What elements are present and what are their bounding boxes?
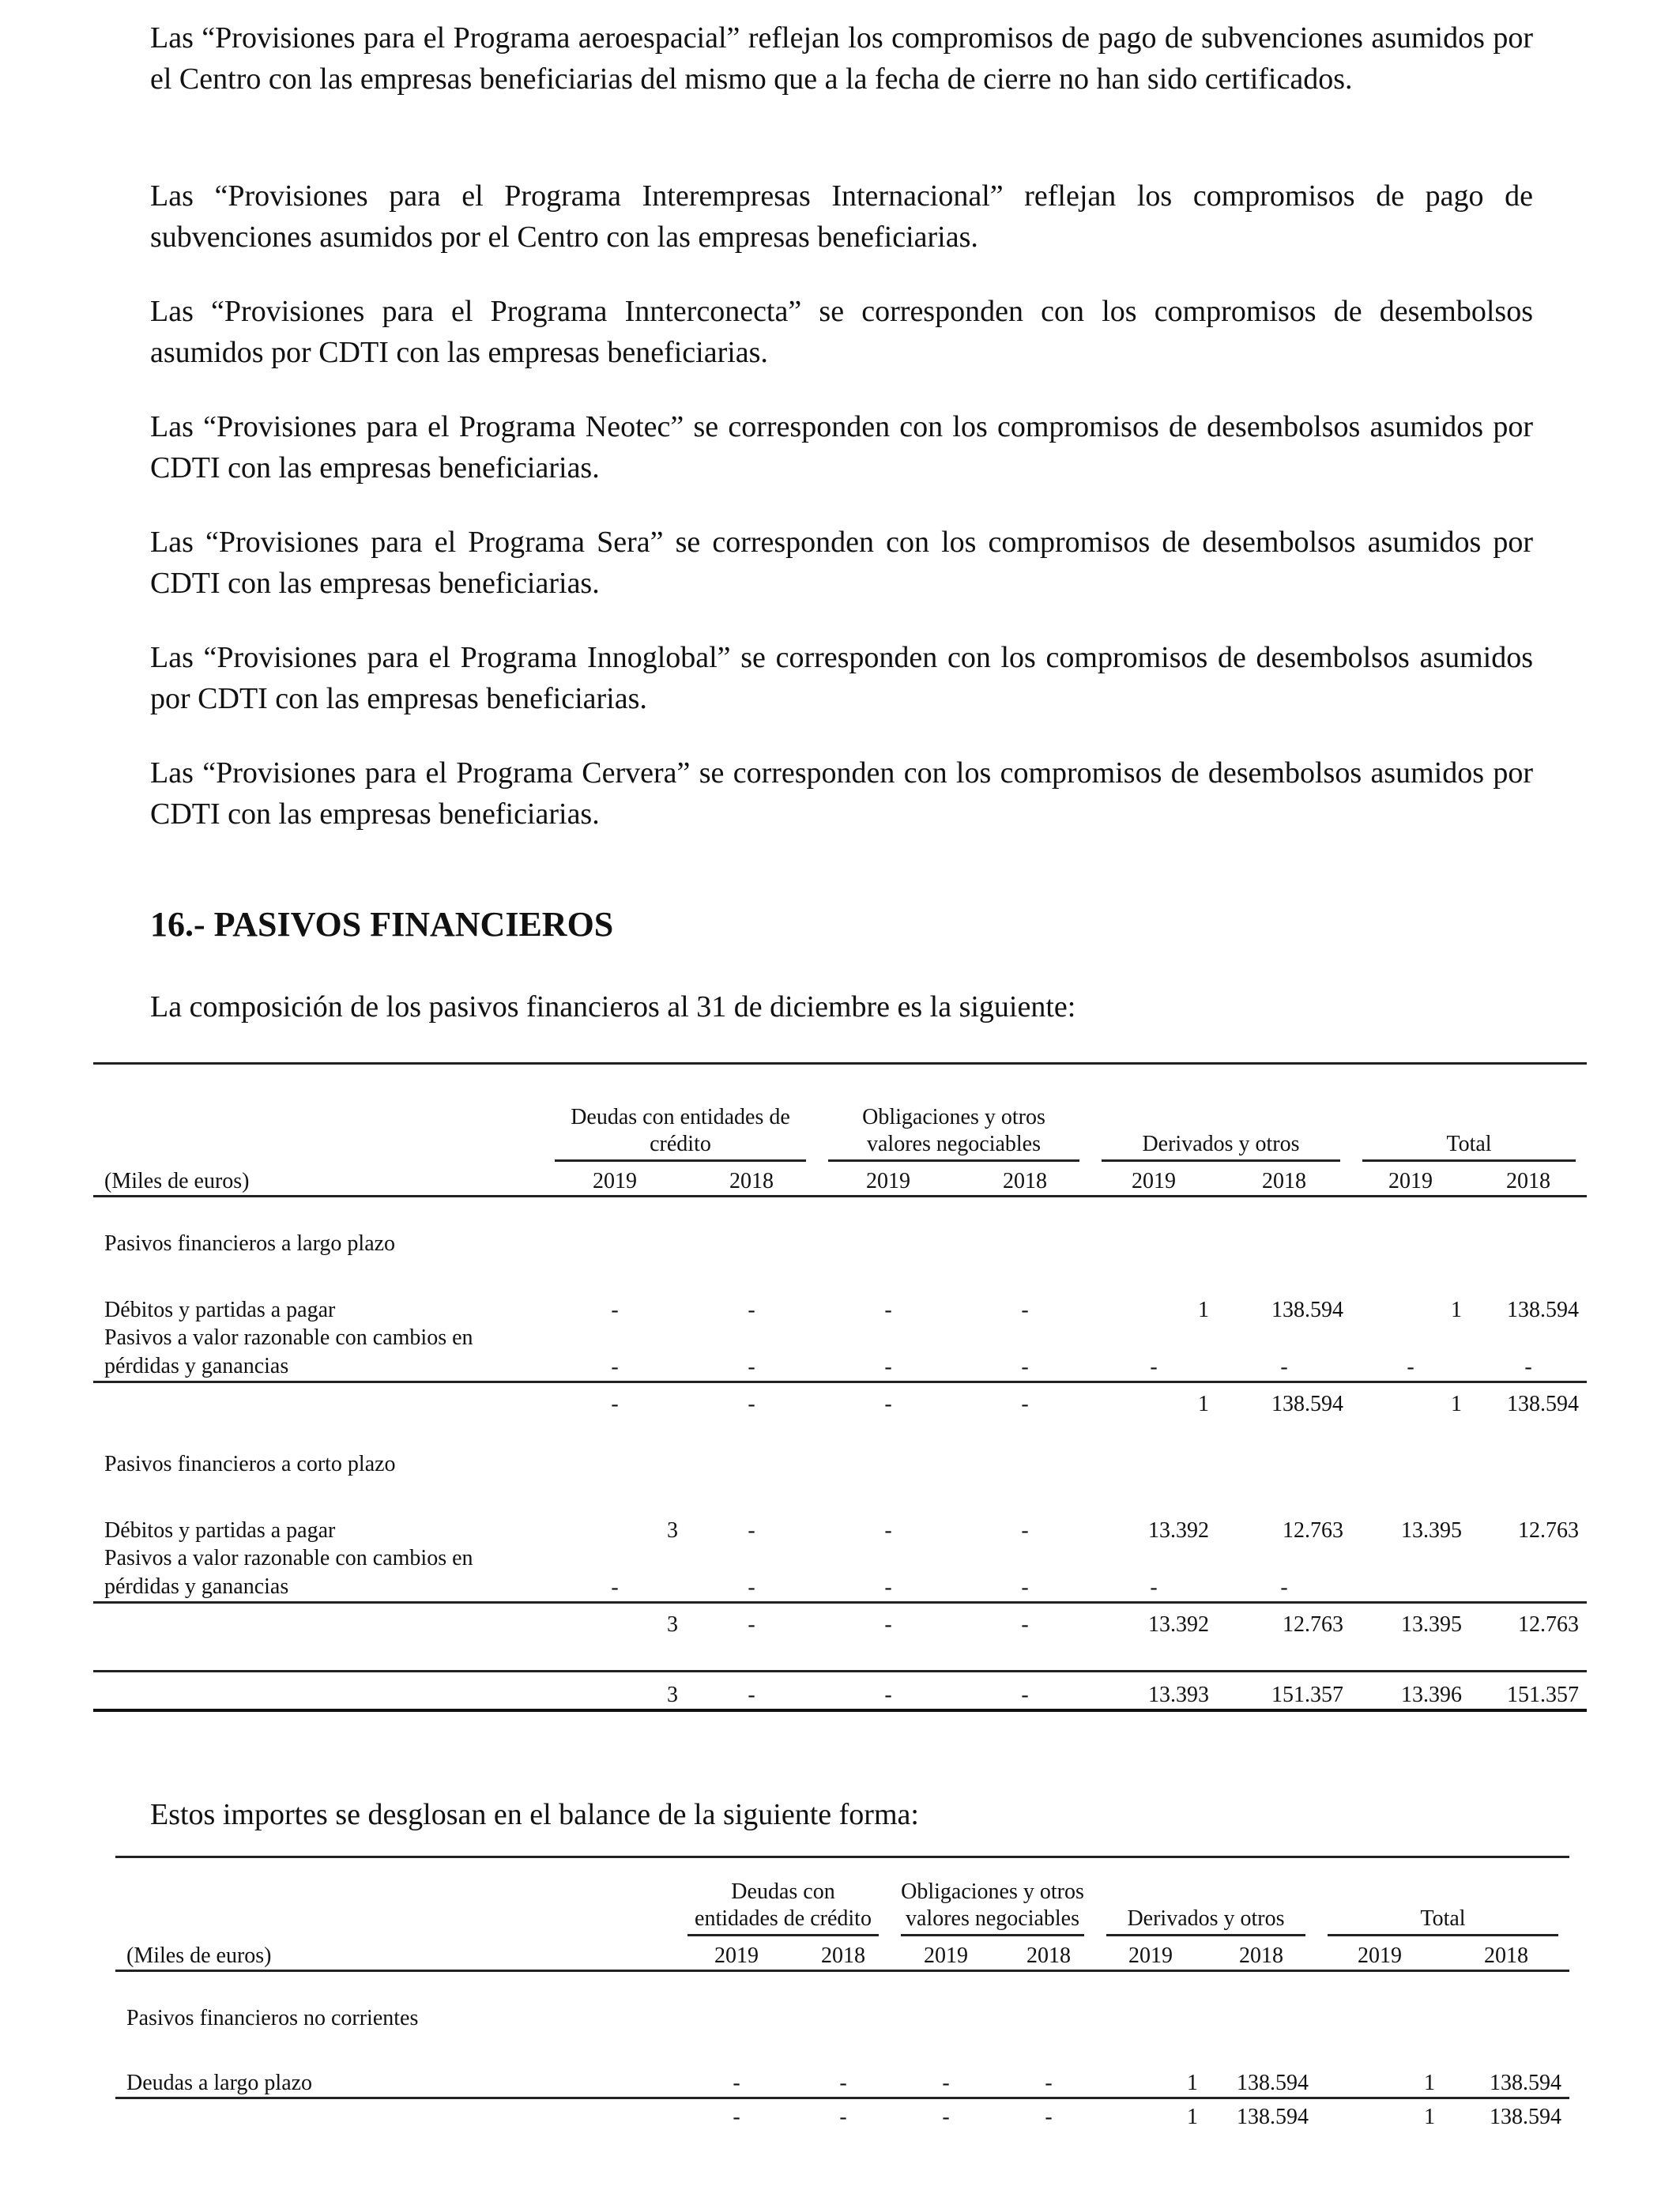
financial-liabilities-table	[93, 1062, 1587, 1712]
year-header: 2018	[1217, 1162, 1351, 1197]
cell: -	[748, 1518, 755, 1543]
group-header: Derivados y otros	[1106, 1906, 1305, 1936]
intro-composition: La composición de los pasivos financieros al 31 de diciembre es la siguiente:	[150, 990, 1076, 1023]
cell: -	[686, 1324, 817, 1382]
cell: -	[959, 1672, 1090, 1711]
cell: 1	[1317, 2065, 1443, 2098]
unit-label: (Miles de euros)	[115, 1936, 676, 1971]
section-label-short-term: Pasivos financieros a corto plazo	[104, 1452, 396, 1476]
balance-breakdown-table	[115, 1856, 1569, 2131]
year-header: 2018	[959, 1162, 1090, 1197]
group-header-row	[93, 1104, 1587, 1162]
cell: 138.594	[1206, 2065, 1317, 2098]
cell: 13.392	[1148, 1612, 1209, 1637]
cell: -	[686, 1544, 817, 1603]
cell: 1	[1198, 1392, 1209, 1416]
total-row	[93, 1672, 1587, 1711]
cell: -	[1021, 1518, 1029, 1543]
year-header: 2019	[817, 1162, 959, 1197]
cell: 1	[1424, 2105, 1435, 2129]
cell: 13.396	[1351, 1672, 1470, 1711]
cell: 138.594	[1490, 2105, 1562, 2129]
cell: -	[1217, 1544, 1351, 1603]
row-label: Débitos y partidas a pagar	[104, 1518, 336, 1543]
group-header: Obligaciones y otros valores negociables	[901, 1879, 1084, 1936]
year-header: 2018	[1002, 1936, 1095, 1971]
cell: 1	[1451, 1298, 1462, 1322]
cell: -	[748, 1392, 755, 1416]
section-label-non-current: Pasivos financieros no corrientes	[126, 2006, 419, 2030]
cell: -	[733, 2105, 740, 2129]
section-title: 16.- PASIVOS FINANCIEROS	[150, 905, 614, 944]
year-header: 2018	[797, 1936, 890, 1971]
cell: -	[797, 2065, 890, 2098]
paragraph-sera: Las “Provisiones para el Programa Sera” se corresponden con los compromisos de desembolsos asumidos por CDTI con las empresas beneficiarias.	[150, 526, 1533, 600]
table-row	[93, 1513, 1587, 1544]
cell: -	[611, 1298, 619, 1322]
cell: -	[1021, 1298, 1029, 1322]
cell: -	[686, 1672, 817, 1711]
year-header: 2018	[1206, 1936, 1317, 1971]
cell: 138.594	[1507, 1298, 1580, 1322]
cell: -	[676, 2065, 797, 2098]
cell: 151.357	[1470, 1672, 1587, 1711]
group-header: Total	[1362, 1131, 1576, 1162]
cell: 12.763	[1518, 1612, 1580, 1637]
group-header: Deudas con entidades de crédito	[555, 1104, 806, 1162]
cell: 138.594	[1507, 1392, 1580, 1416]
row-label: Pasivos a valor razonable con cambios en pérdidas y ganancias	[93, 1324, 544, 1382]
year-header: 2019	[676, 1936, 797, 1971]
paragraph-neotec: Las “Provisiones para el Programa Neotec” se corresponden con los compromisos de desembolsos asumidos por CDTI con las empresas beneficiarias.	[150, 410, 1533, 484]
group-header: Total	[1328, 1906, 1558, 1936]
year-header: 2019	[1351, 1162, 1470, 1197]
cell: -	[1002, 2065, 1095, 2098]
year-header: 2019	[1090, 1162, 1217, 1197]
year-header: 2019	[890, 1936, 1002, 1971]
cell: 13.395	[1401, 1518, 1462, 1543]
row-label: Pasivos a valor razonable con cambios en pérdidas y ganancias	[93, 1544, 544, 1603]
cell: -	[544, 1544, 686, 1603]
cell: -	[1351, 1324, 1470, 1382]
group-header: Obligaciones y otros valores negociables	[828, 1104, 1079, 1162]
cell: -	[817, 1324, 959, 1382]
row-label: Débitos y partidas a pagar	[104, 1298, 336, 1322]
cell: 3	[667, 1518, 678, 1543]
cell: -	[1090, 1544, 1217, 1603]
cell: 12.763	[1518, 1518, 1580, 1543]
cell: 138.594	[1237, 2105, 1309, 2129]
subtotal-row	[115, 2098, 1569, 2132]
year-header-row	[93, 1162, 1587, 1197]
year-header-row	[115, 1936, 1569, 1971]
cell: -	[884, 1518, 892, 1543]
cell: 13.395	[1401, 1612, 1462, 1637]
cell	[1470, 1544, 1587, 1603]
cell: -	[611, 1392, 619, 1416]
table-row	[93, 1292, 1587, 1324]
cell: -	[1470, 1324, 1587, 1382]
table-row	[93, 1324, 1587, 1382]
cell: -	[959, 1324, 1090, 1382]
cell: 1	[1198, 1298, 1209, 1322]
cell	[1351, 1544, 1470, 1603]
year-header: 2019	[1095, 1936, 1206, 1971]
cell: -	[890, 2065, 1002, 2098]
cell: -	[817, 1544, 959, 1603]
cell: 1	[1451, 1392, 1462, 1416]
cell: -	[1021, 1392, 1029, 1416]
unit-label: (Miles de euros)	[93, 1162, 544, 1197]
table-row	[93, 1544, 1587, 1603]
paragraph-innterconecta: Las “Provisiones para el Programa Innterconecta” se corresponden con los compromisos de desembolsos asumidos por CDTI con las empresas beneficiarias.	[150, 295, 1533, 369]
cell: -	[884, 1298, 892, 1322]
group-header: Derivados y otros	[1102, 1131, 1340, 1162]
cell: -	[959, 1544, 1090, 1603]
cell: 138.594	[1271, 1392, 1343, 1416]
subtotal-row	[93, 1382, 1587, 1419]
paragraph-innoglobal: Las “Provisiones para el Programa Innoglobal” se corresponden con los compromisos de desembolsos asumidos por CDTI con las empresas beneficiarias.	[150, 641, 1533, 715]
cell: -	[544, 1324, 686, 1382]
paragraph-aeroespacial: Las “Provisiones para el Programa aeroespacial” reflejan los compromisos de pago de subvenciones asumidos por el Centro con las empresas beneficiarias del mismo que a la fecha de cierre no han sido certificados.	[150, 21, 1533, 96]
cell: 1	[1095, 2065, 1206, 2098]
paragraph-interempresas: Las “Provisiones para el Programa Interempresas Internacional” reflejan los compromisos de pago de subvenciones asumidos por el Centro con las empresas beneficiarias.	[150, 179, 1533, 254]
cell: 13.392	[1148, 1518, 1209, 1543]
cell: 3	[544, 1672, 686, 1711]
cell: 151.357	[1217, 1672, 1351, 1711]
year-header: 2018	[686, 1162, 817, 1197]
cell: 3	[667, 1612, 678, 1637]
year-header: 2018	[1443, 1936, 1569, 1971]
cell: -	[839, 2105, 847, 2129]
cell: 138.594	[1271, 1298, 1343, 1322]
cell: -	[817, 1672, 959, 1711]
year-header: 2019	[1317, 1936, 1443, 1971]
cell: 12.763	[1283, 1612, 1343, 1637]
cell: -	[942, 2105, 950, 2129]
cell: -	[884, 1392, 892, 1416]
cell: 13.393	[1090, 1672, 1217, 1711]
group-header: Deudas con entidades de crédito	[687, 1879, 879, 1936]
cell: 138.594	[1443, 2065, 1569, 2098]
cell: -	[1021, 1612, 1029, 1637]
subtotal-row	[93, 1603, 1587, 1639]
year-header: 2018	[1470, 1162, 1587, 1197]
cell: -	[1045, 2105, 1053, 2129]
cell: -	[1090, 1324, 1217, 1382]
cell: 12.763	[1283, 1518, 1343, 1543]
year-header: 2019	[544, 1162, 686, 1197]
cell: -	[884, 1612, 892, 1637]
row-label: Deudas a largo plazo	[115, 2065, 676, 2098]
group-header-row	[115, 1879, 1569, 1936]
cell: -	[748, 1612, 755, 1637]
cell: 1	[1187, 2105, 1198, 2129]
paragraph-cervera: Las “Provisiones para el Programa Cervera” se corresponden con los compromisos de desembolsos asumidos por CDTI con las empresas beneficiarias.	[150, 756, 1533, 831]
cell: -	[748, 1298, 755, 1322]
intro-balance: Estos importes se desglosan en el balance de la siguiente forma:	[150, 1798, 919, 1831]
table-row	[115, 2065, 1569, 2098]
section-label-long-term: Pasivos financieros a largo plazo	[104, 1231, 396, 1256]
cell: -	[1217, 1324, 1351, 1382]
